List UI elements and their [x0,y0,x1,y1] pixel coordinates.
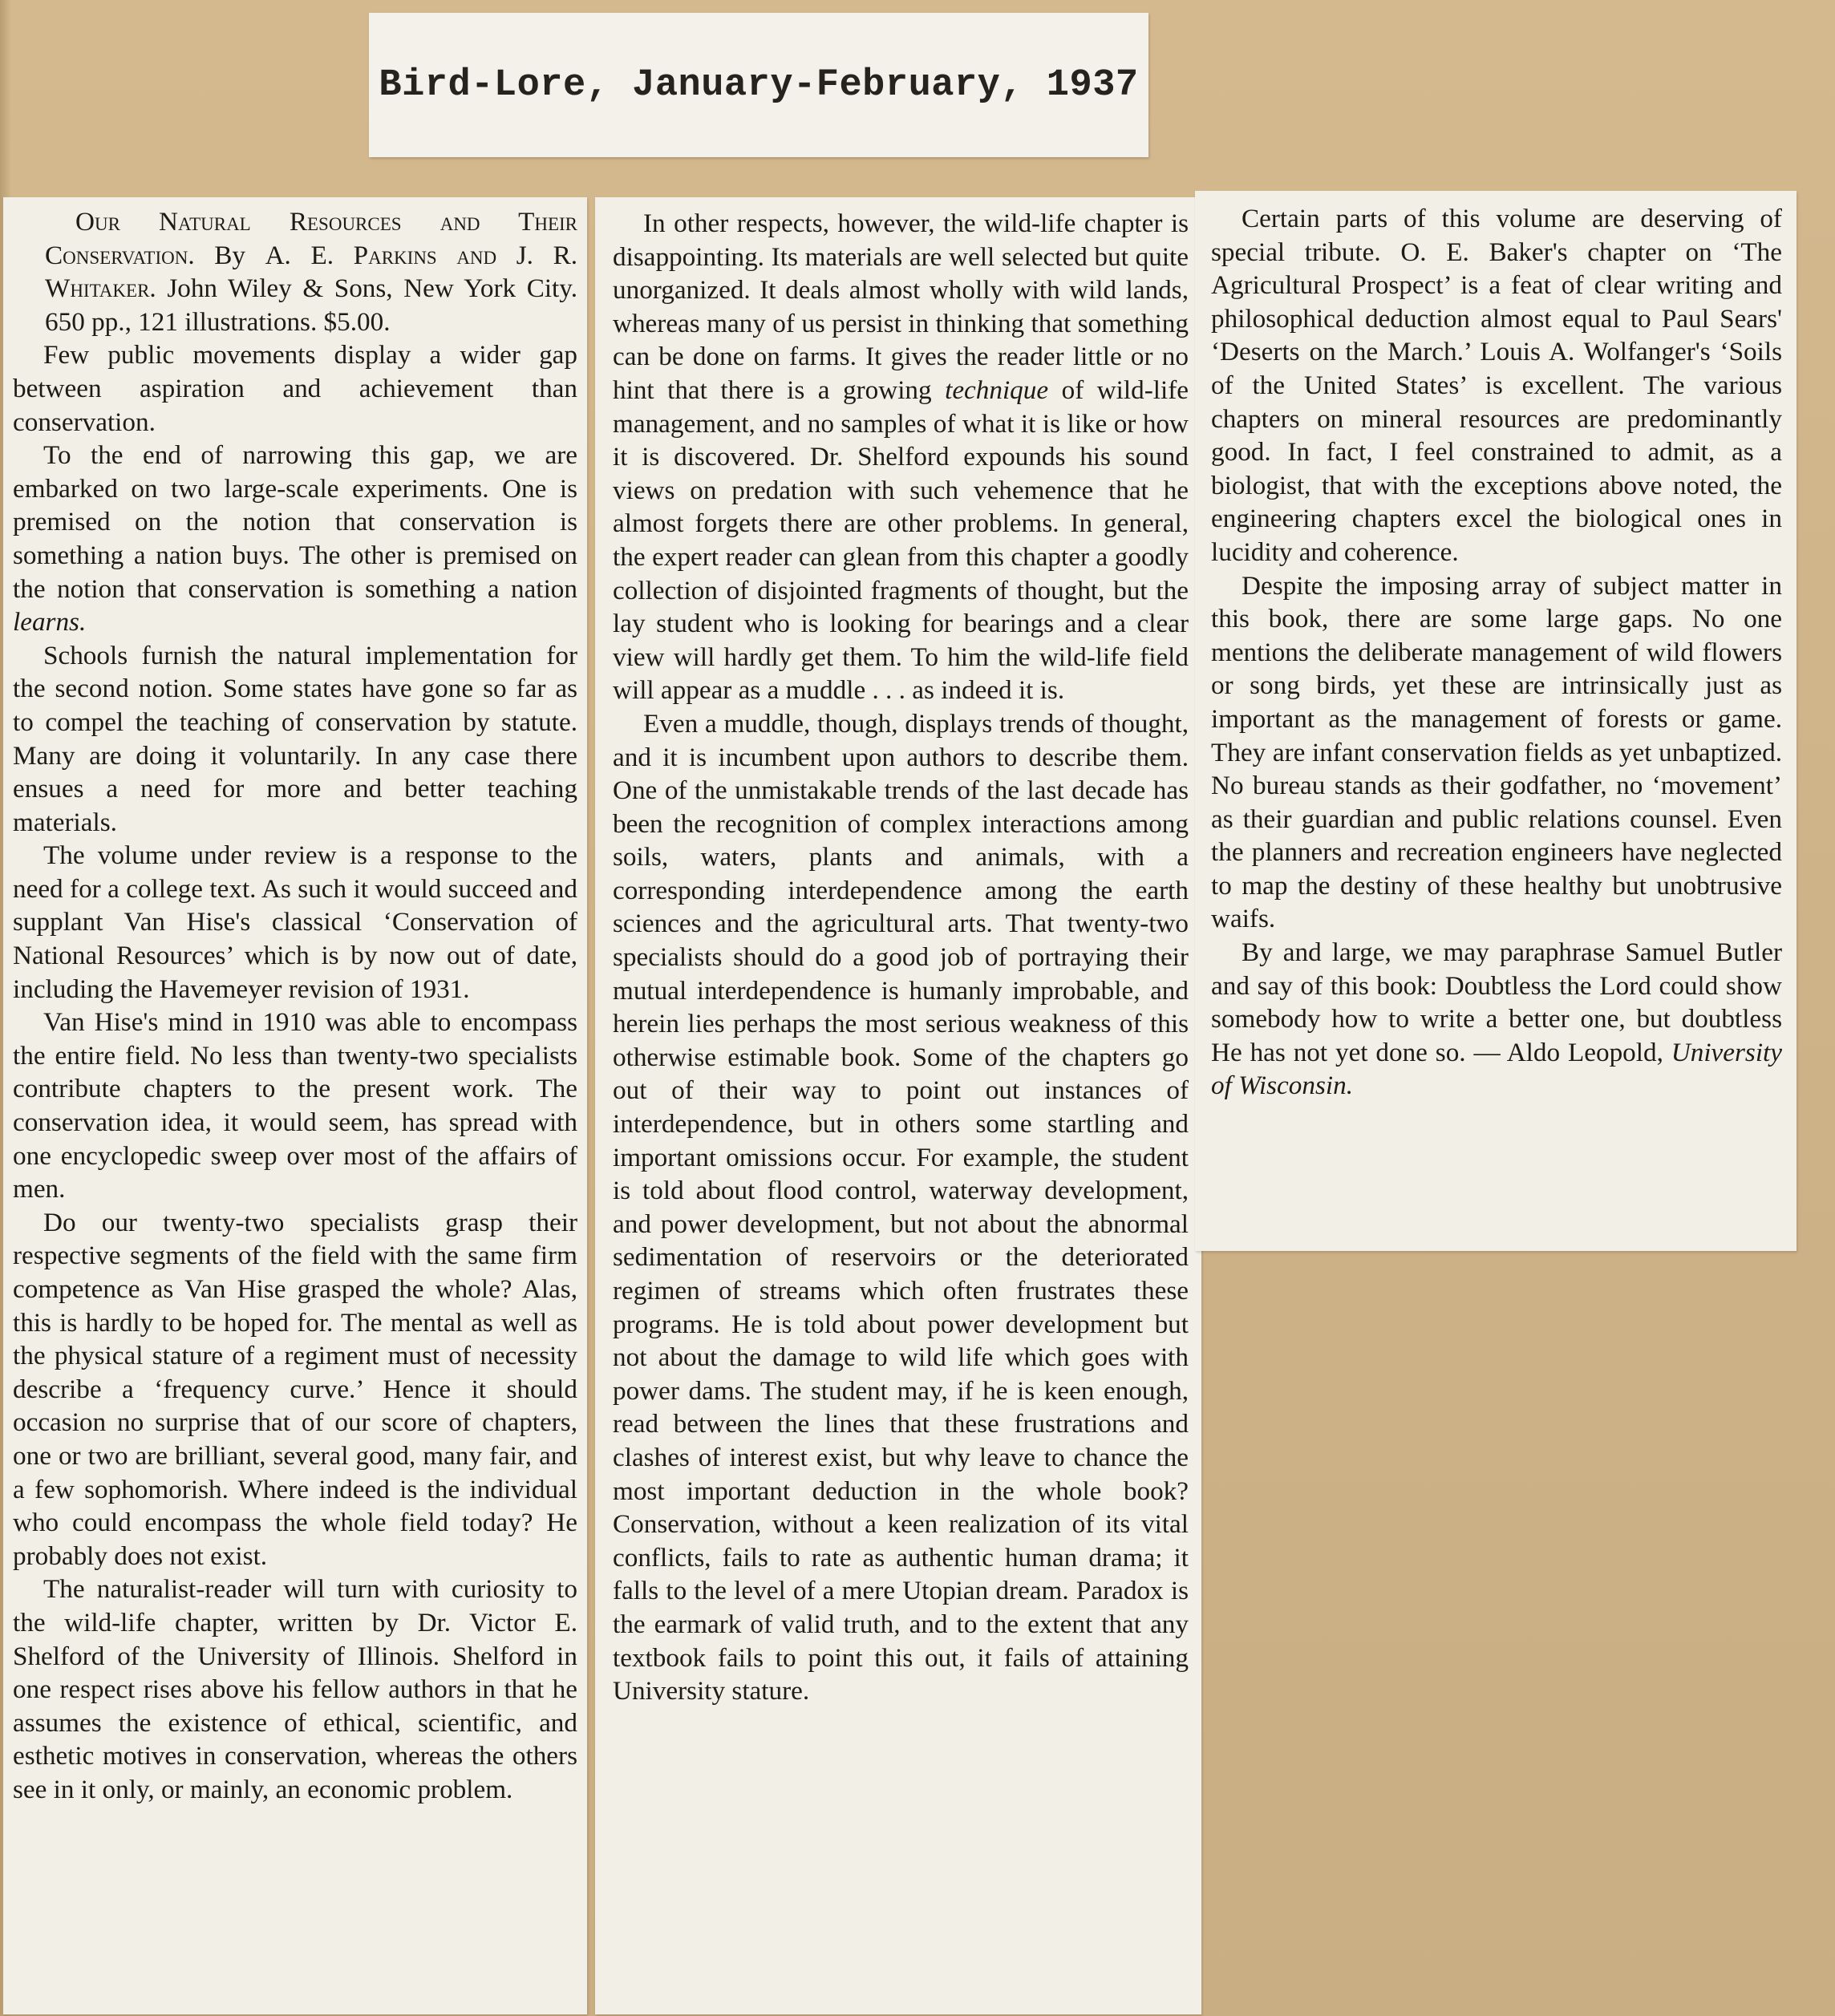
emphasis-learns: learns. [13,607,87,638]
column-2-text [613,207,1189,1708]
page-title: Bird-Lore, January-February, 1937 [379,63,1139,107]
paragraph: Even a muddle, though, displays trends of thought, and it is incumbent upon authors to describe them. One of the unmistakable trends of the last decade has been the recognition of complex interactions among soils, waters, plants and animals, with a corresponding interdependence among the earth sciences and the agricultural arts. That twenty-two specialists should do a good job of portraying their mutual interdependence is humanly improbable, and herein lies perhaps the most serious weakness of this otherwise estimable book. Some of the chapters go out of their way to point out instances of interdependence, but in others some startling and important omissions occur. For example, the student is told about flood control, waterway development, and power development, but not about the abnormal sedimentation of reservoirs or the deteriorated regimen of streams which often frustrates these programs. He is told about power development but not about the damage to wild life which goes with power dams. The student may, if he is keen enough, read between the lines that these frustrations and clashes of interest exist, but why leave to chance the most important deduction in the whole book? Conservation, without a keen realization of its vital conflicts, fails to rate as authentic human drama; it falls to the level of a mere Utopian dream. Paradox is the earmark of valid truth, and to the extent that any textbook fails to point this out, it fails of attaining University stature. [613,708,1189,1706]
by-label: By [214,240,245,270]
paragraph-text: of wild-life management, and no samples of what it is like or how it is discovered. Dr. Shelford expounds his sound views on predation with such vehemence that he almost forgets there are other problems. In general, the expert reader can glean from this chapter a goodly collection of disjointed fragments of thought, but the lay student who is looking for bearings and a clear view will hardly get them. To him the wild-life field will appear as a muddle . . . as indeed it is. [613,374,1189,706]
column-3-text [1211,202,1782,1103]
paragraph: Certain parts of this volume are deserving of special tribute. O. E. Baker's chapter on ‘The Agricultural Prospect’ is a feat of clear writing and philosophical deduction almost equal to Paul Sears' ‘Deserts on the March.’ Louis A. Wolfanger's ‘Soils of the United States’ is excellent. The various chapters on mineral resources are predominantly good. In fact, I feel constrained to admit, as a biologist, that with the exceptions above noted, the engineering chapters excel the biological ones in lucidity and coherence. [1211,204,1782,567]
reviewer-affiliation: University of Wisconsin. [1211,1037,1783,1101]
review-header [13,205,577,338]
paragraph: The volume under review is a response to the need for a college text. As such it would succeed and supplant Van Hise's classical ‘Conservation of National Resources’ which is by now out of date, including the Havemeyer revision of 1931. [13,840,577,1004]
book-publisher: John Wiley & Sons, New York City. [167,273,578,304]
paragraph: The naturalist-reader will turn with curiosity to the wild-life chapter, written by Dr. Victor E. Shelford of the University of Illinois. Shelford in one respect rises above his fellow authors in that he assumes the existence of ethical, scientific, and esthetic motives in conservation, whereas the others see in it only, or mainly, an economic problem. [13,1574,577,1804]
paragraph [1211,936,1782,1103]
column-1-text [13,205,577,1807]
paragraph: Van Hise's mind in 1910 was able to encompass the entire field. No less than twenty-two specialists contribute chapters to the present work. The conservation idea, it would seem, has spread with one encyclopedic sweep over most of the affairs of men. [13,1007,577,1204]
paragraph [13,439,577,639]
paragraph: Despite the imposing array of subject matter in this book, there are some large gaps. No one mentions the deliberate management of wild flowers or song birds, yet these are intrinsically just as important as the management of forests or game. They are infant conservation fields as yet unbaptized. No bureau stands as their godfather, no ‘movement’ as their guardian and public relations counsel. Even the planners and recreation engineers have neglected to map the destiny of these healthy but unobtrusive waifs. [1211,570,1782,934]
paragraph: Schools furnish the natural implementation for the second notion. Some states have gone so far as to compel the teaching of conservation by statute. Many are doing it voluntarily. In any case there ensues a need for more and better teaching materials. [13,640,577,837]
paragraph: Do our twenty-two specialists grasp their respective segments of the field with the same firm competence as Van Hise grasped the whole? Alas, this is hardly to be hoped for. The mental as well as the physical stature of a regiment must of necessity describe a ‘frequency curve.’ Hence it should occasion no surprise that of our score of chapters, one or two are brilliant, several good, many fair, and a few sophomorish. Where indeed is the individual who could encompass the whole field today? He probably does not exist. [13,1207,577,1571]
emphasis-technique: technique [945,374,1049,405]
book-details: 650 pp., 121 illustrations. $5.00. [45,306,391,337]
clipping-column-2 [595,197,1201,2014]
signature-dash: — [1473,1037,1501,1067]
paragraph-text: In other respects, however, the wild-life chapter is disappointing. Its materials are well selected but quite unorganized. It deals almost wholly with wild lands, whereas many of us persist in thinking that something can be done on farms. It gives the reader little or no hint that there is a growing [613,208,1189,405]
paragraph: Few public movements display a wider gap between aspiration and achievement than conservation. [13,340,577,437]
clipping-column-1 [3,197,587,2014]
book-authors: A. E. Parkins and J. R. Whitaker. [45,240,578,304]
reviewer-name: Aldo Leopold, [1506,1037,1663,1067]
paragraph-text: By and large, we may paraphrase Samuel Butler and say of this book: Doubtless the Lord could show somebody how to write a better one, but doubtless He has not yet done so. [1211,937,1782,1067]
title-label [369,13,1148,157]
paragraph [613,207,1189,707]
paragraph-text: To the end of narrowing this gap, we are embarked on two large-scale experiments. One is premised on the notion that conservation is something a nation buys. The other is premised on the notion that conservation is something a nation [13,440,577,604]
book-title: Our Natural Resources and Their Conservation. [45,207,577,270]
clipping-column-3 [1195,191,1797,1251]
